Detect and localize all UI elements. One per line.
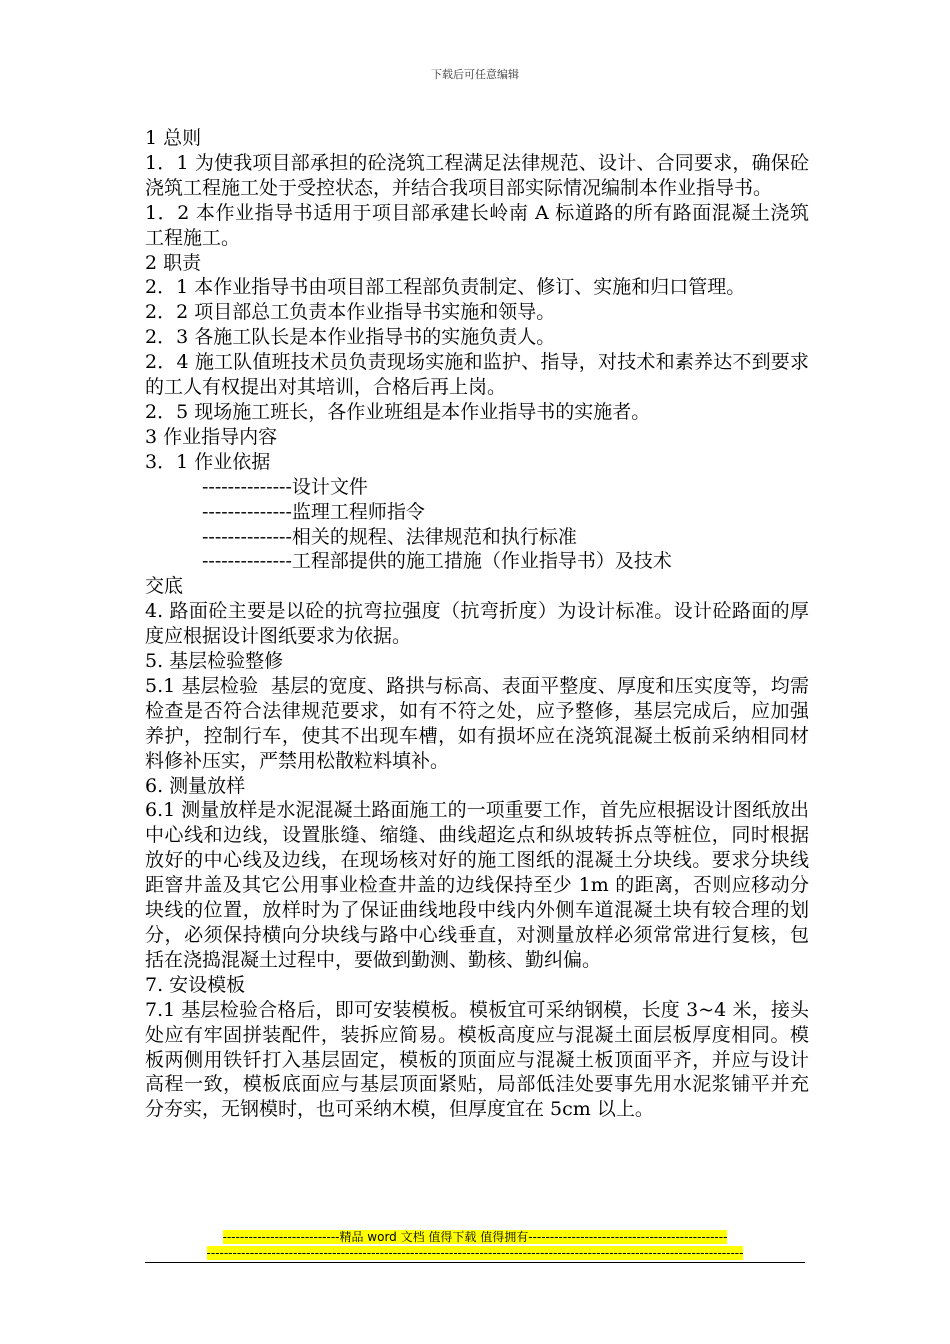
basis-item-supervisor: --------------监理工程师指令 (202, 500, 425, 523)
paragraph-4: 4. 路面砼主要是以砼的抗弯拉强度（抗弯折度）为设计标准。设计砼路面的厚度应根据设计图纸要求为依据。 (145, 600, 809, 648)
paragraph-2-5: 2．5 现场施工班长，各作业班组是本作业指导书的实施者。 (145, 400, 651, 423)
heading-6: 6. 测量放样 (145, 774, 246, 797)
heading-1: 1 总则 (145, 127, 202, 149)
footer-rule (145, 1262, 805, 1263)
heading-5: 5. 基层检验整修 (145, 650, 284, 673)
paragraph-2-2: 2．2 项目部总工负责本作业指导书实施和领导。 (145, 301, 556, 324)
footer-dashes-text: ---------------------------------------------------------------------------------------------------------------------------- (206, 1246, 744, 1260)
paragraph-5-1: 5.1 基层检验 基层的宽度、路拱与标高、表面平整度、厚度和压实度等，均需检查是否符合法律规范要求，如有不符之处，应予整修，基层完成后，应加强养护，控制行车，使其不出现车槽，如有损坏应在浇筑混凝土板前采纳相同材料修补压实，严禁用松散粒料填补。 (145, 674, 809, 772)
document-body (145, 126, 809, 1122)
heading-3: 3 作业指导内容 (145, 425, 278, 448)
heading-7: 7. 安设模板 (145, 973, 246, 996)
paragraph-1-1: 1．1 为使我项目部承担的砼浇筑工程满足法律规范、设计、合同要求，确保砼浇筑工程施工处于受控状态，并结合我项目部实际情况编制本作业指导书。 (145, 151, 809, 199)
footer-banner-text: ---------------------------精品 word 文档 值得下载 值得拥有---------------------------------------------- (222, 1230, 728, 1244)
page-header: 下载后可任意编辑 (431, 68, 519, 81)
heading-2: 2 职责 (145, 251, 202, 274)
footer-dashes (0, 1246, 950, 1261)
paragraph-1-2: 1．2 本作业指导书适用于项目部承建长岭南 A 标道路的所有路面混凝土浇筑工程施工。 (145, 201, 809, 249)
basis-item-measures: --------------工程部提供的施工措施（作业指导书）及技术 (202, 550, 672, 573)
basis-item-continuation: 交底 (145, 575, 184, 598)
paragraph-7-1: 7.1 基层检验合格后，即可安装模板。模板宜可采纳钢模，长度 3~4 米，接头处应有牢固拼装配件，装拆应简易。模板高度应与混凝土面层板厚度相同。模板两侧用铁钎打入基层固定，模板的顶面应与混凝土板顶面平齐，并应与设计高程一致，模板底面应与基层顶面紧贴，局部低洼处要事先用水泥浆铺平并充分夯实，无钢模时，也可采纳木模，但厚度宜在 5cm 以上。 (145, 998, 809, 1121)
paragraph-2-3: 2．3 各施工队长是本作业指导书的实施负责人。 (145, 326, 556, 349)
basis-item-standards: --------------相关的规程、法律规范和执行标准 (202, 525, 577, 548)
paragraph-2-1: 2．1 本作业指导书由项目部工程部负责制定、修订、实施和归口管理。 (145, 276, 746, 299)
paragraph-6-1: 6.1 测量放样是水泥混凝土路面施工的一项重要工作，首先应根据设计图纸放出中心线和边线，设置胀缝、缩缝、曲线超迄点和纵坡转拆点等桩位，同时根据放好的中心线及边线，在现场核对好的施工图纸的混凝土分块线。要求分块线距窨井盖及其它公用事业检查井盖的边线保持至少 1m 的距离，否则应移动分块线的位置，放样时为了保证曲线地段中线内外侧车道混凝土块有较合理的划分，必须保持横向分块线与路中心线垂直，对测量放样必须常常进行复核，包括在浇捣混凝土过程中，要做到勤测、勤核、勤纠偏。 (145, 799, 809, 971)
basis-item-design: --------------设计文件 (202, 475, 368, 498)
paragraph-2-4: 2．4 施工队值班技术员负责现场实施和监护、指导，对技术和素养达不到要求的工人有权提出对其培训，合格后再上岗。 (145, 351, 809, 399)
footer-banner (0, 1230, 950, 1245)
paragraph-3-1: 3．1 作业依据 (145, 450, 271, 473)
